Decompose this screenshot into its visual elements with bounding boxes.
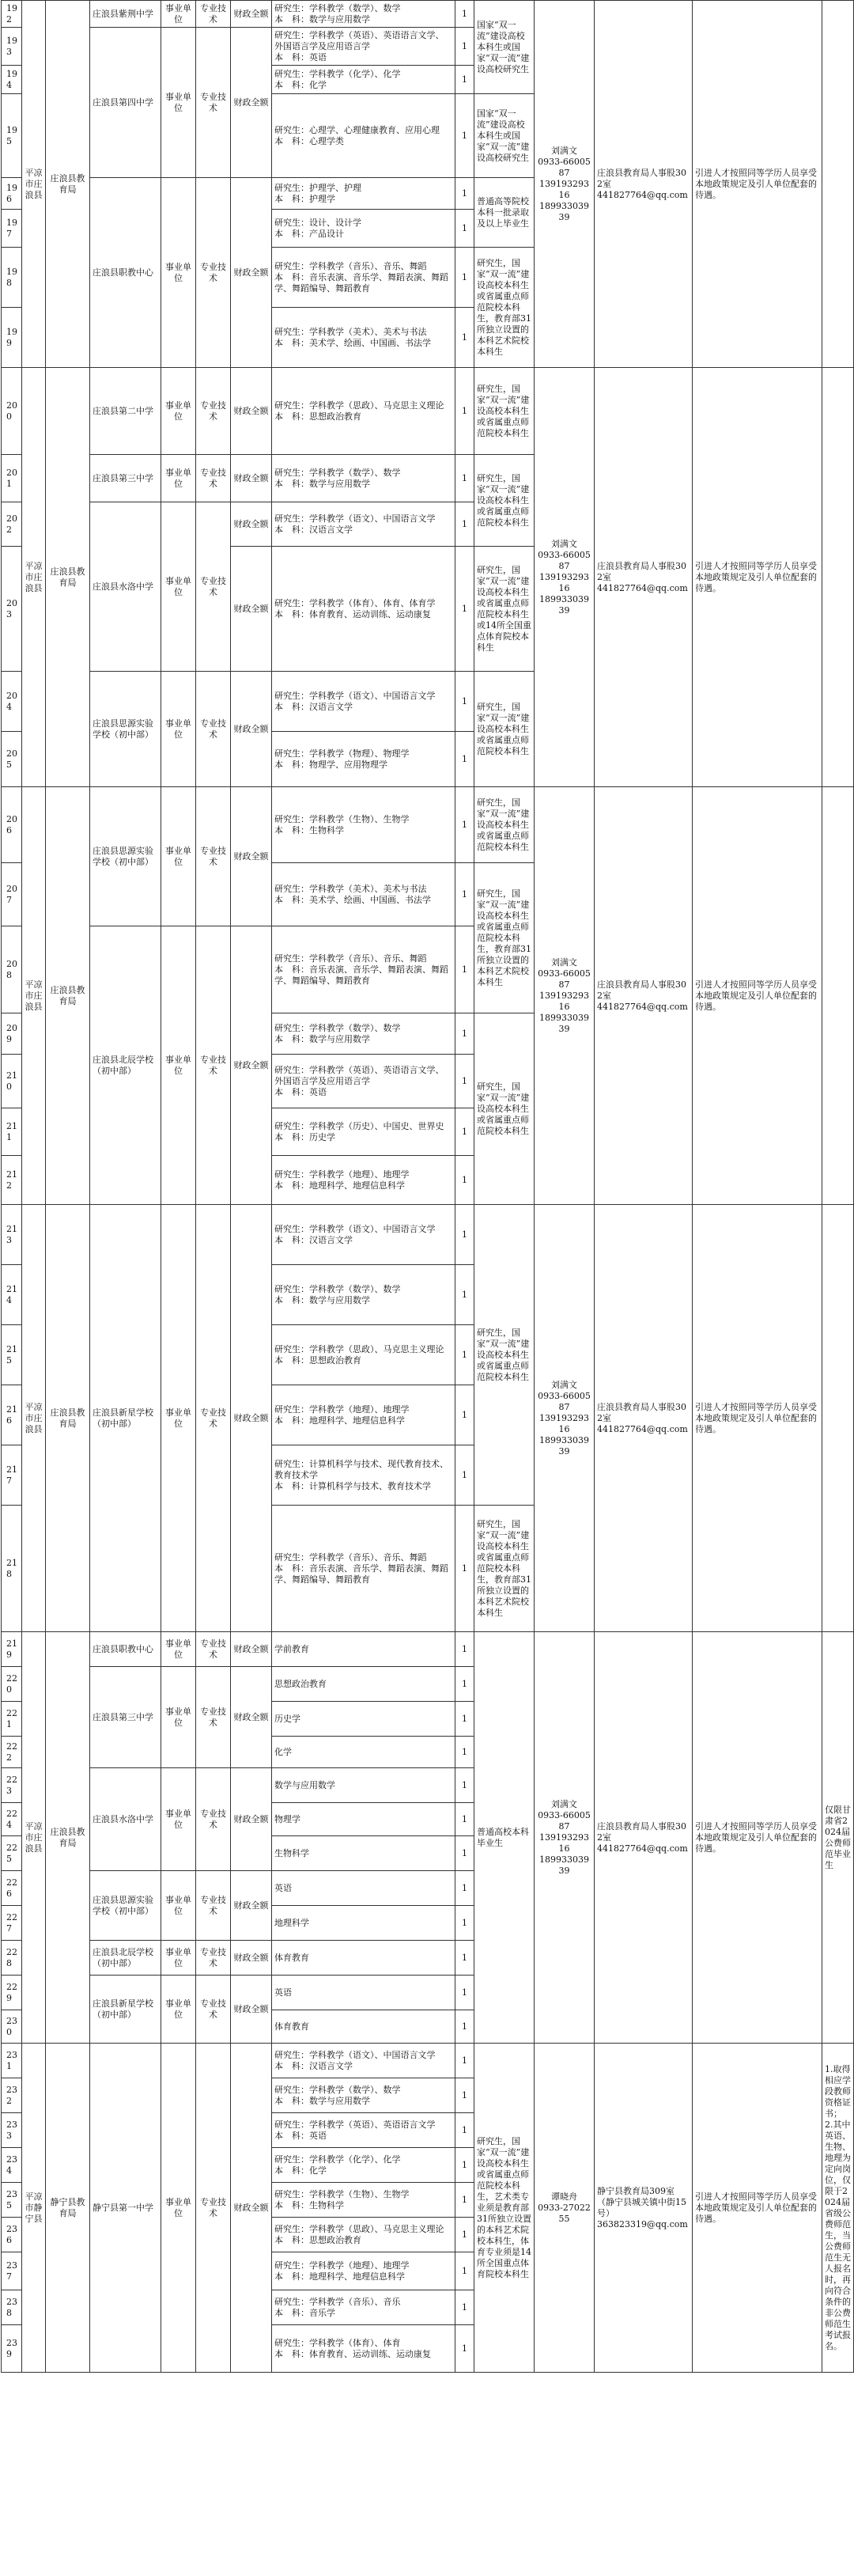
subject-cell: 研究生：心理学、心理健康教育、应用心理 本 科：心理学类 bbox=[272, 94, 455, 178]
unit-cell: 庄浪县思源实验学校（初中部） bbox=[90, 672, 161, 787]
address-cell: 庄浪县教育局人事股302室 441827764@qq.com bbox=[595, 1632, 693, 2044]
row-number: 199 bbox=[2, 308, 22, 368]
funding-cell: 财政全额 bbox=[231, 502, 272, 547]
count-cell: 1 bbox=[455, 1205, 474, 1265]
contact-cell: 刘满文 0933-6600587 13919329316 18993303939 bbox=[535, 1, 595, 368]
unit-nature-cell: 事业单位 bbox=[161, 178, 196, 368]
subject-cell: 研究生：学科教学（数学）、数学 本 科：数学与应用数学 bbox=[272, 1265, 455, 1325]
subject-cell: 研究生：学科教学（物理）、物理学 本 科：物理学、应用物理学 bbox=[272, 732, 455, 787]
funding-cell: 财政全额 bbox=[231, 2044, 272, 2373]
subject-cell: 研究生：学科教学（思政）、马克思主义理论 本 科：思想政治教育 bbox=[272, 1325, 455, 1385]
region-cell: 平凉市庄浪县 bbox=[22, 1632, 46, 2044]
count-cell: 1 bbox=[455, 547, 474, 672]
post-type-cell: 专业技术 bbox=[196, 178, 231, 368]
row-number: 192 bbox=[2, 1, 22, 28]
count-cell: 1 bbox=[455, 2325, 474, 2373]
subject-cell: 研究生：学科教学（语文）、中国语言文学 本 科：汉语言文学 bbox=[272, 502, 455, 547]
funding-cell: 财政全额 bbox=[231, 1667, 272, 1768]
count-cell: 1 bbox=[455, 2078, 474, 2113]
treatment-cell: 引进人才按照同等学历人员享受本地政策规定及引人单位配套的待遇。 bbox=[693, 1205, 822, 1632]
count-cell: 1 bbox=[455, 1768, 474, 1803]
subject-cell: 英语 bbox=[272, 1976, 455, 2010]
count-cell: 1 bbox=[455, 1, 474, 28]
count-cell: 1 bbox=[455, 248, 474, 308]
count-cell: 1 bbox=[455, 1737, 474, 1768]
contact-cell: 刘满文 0933-6600587 13919329316 18993303939 bbox=[535, 787, 595, 1205]
post-type-cell: 专业技术 bbox=[196, 1941, 231, 1976]
row-number: 198 bbox=[2, 248, 22, 308]
row-number: 201 bbox=[2, 455, 22, 502]
treatment-cell: 引进人才按照同等学历人员享受本地政策规定及引人单位配套的待遇。 bbox=[693, 1, 822, 368]
subject-cell: 研究生：学科教学（音乐）、音乐、舞蹈 本 科：音乐表演、音乐学、舞蹈表演、舞蹈学、舞蹈编导、舞蹈教育 bbox=[272, 1506, 455, 1632]
region-cell: 平凉市庄浪县 bbox=[22, 368, 46, 787]
post-type-cell: 专业技术 bbox=[196, 368, 231, 455]
row-number: 229 bbox=[2, 1976, 22, 2010]
row-number: 217 bbox=[2, 1445, 22, 1506]
row-number: 208 bbox=[2, 926, 22, 1013]
count-cell: 1 bbox=[455, 1667, 474, 1702]
post-type-cell: 专业技术 bbox=[196, 1632, 231, 1667]
subject-cell: 研究生：学科教学（语文）、中国语言文学 本 科：汉语言文学 bbox=[272, 2044, 455, 2078]
count-cell: 1 bbox=[455, 2290, 474, 2325]
row-number: 213 bbox=[2, 1205, 22, 1265]
department-cell: 庄浪县教育局 bbox=[46, 1205, 90, 1632]
subject-cell: 研究生：学科教学（历史）、中国史、世界史 本 科：历史学 bbox=[272, 1108, 455, 1156]
education-cell: 研究生，国家“双一流”建设高校本科生或省属重点师范院校本科生，教育部31所独立设置的本科艺术院校本科生 bbox=[474, 863, 535, 1013]
education-cell: 研究生，国家“双一流”建设高校本科生或省属重点师范院校本科生 bbox=[474, 455, 535, 547]
unit-cell: 庄浪县北辰学校（初中部） bbox=[90, 926, 161, 1205]
count-cell: 1 bbox=[455, 2183, 474, 2218]
subject-cell: 研究生：学科教学（数学）、数学 本 科：数学与应用数学 bbox=[272, 1013, 455, 1055]
subject-cell: 思想政治教育 bbox=[272, 1667, 455, 1702]
row-number: 239 bbox=[2, 2325, 22, 2373]
unit-cell: 庄浪县第四中学 bbox=[90, 28, 161, 178]
row-number: 236 bbox=[2, 2218, 22, 2252]
row-number: 214 bbox=[2, 1265, 22, 1325]
row-number: 203 bbox=[2, 547, 22, 672]
row-number: 235 bbox=[2, 2183, 22, 2218]
unit-nature-cell: 事业单位 bbox=[161, 1976, 196, 2044]
remark-cell bbox=[822, 1205, 854, 1632]
row-number: 200 bbox=[2, 368, 22, 455]
subject-cell: 研究生：学科教学（音乐）、音乐、舞蹈 本 科：音乐表演、音乐学、舞蹈表演、舞蹈学、舞蹈编导、舞蹈教育 bbox=[272, 926, 455, 1013]
post-type-cell: 专业技术 bbox=[196, 1976, 231, 2044]
education-cell: 研究生，国家“双一流”建设高校本科生或省属重点师范院校本科生 bbox=[474, 1205, 535, 1506]
count-cell: 1 bbox=[455, 1976, 474, 2010]
count-cell: 1 bbox=[455, 1941, 474, 1976]
row-number: 218 bbox=[2, 1506, 22, 1632]
count-cell: 1 bbox=[455, 2010, 474, 2044]
subject-cell: 研究生：学科教学（思政）、马克思主义理论 本 科：思想政治教育 bbox=[272, 368, 455, 455]
row-number: 225 bbox=[2, 1836, 22, 1871]
region-cell: 平凉市静宁县 bbox=[22, 2044, 46, 2373]
count-cell: 1 bbox=[455, 1906, 474, 1941]
recruitment-table bbox=[1, 0, 854, 2373]
treatment-cell: 引进人才按照同等学历人员享受本地政策规定及引人单位配套的待遇。 bbox=[693, 1632, 822, 2044]
row-number: 238 bbox=[2, 2290, 22, 2325]
subject-cell: 研究生：学科教学（音乐）、音乐 本 科：音乐学 bbox=[272, 2290, 455, 2325]
region-cell: 平凉市庄浪县 bbox=[22, 787, 46, 1205]
post-type-cell: 专业技术 bbox=[196, 1871, 231, 1941]
unit-cell: 庄浪县水洛中学 bbox=[90, 502, 161, 672]
post-type-cell: 专业技术 bbox=[196, 1768, 231, 1871]
unit-cell: 静宁县第一中学 bbox=[90, 2044, 161, 2373]
count-cell: 1 bbox=[455, 1013, 474, 1055]
subject-cell: 研究生：学科教学（美术）、美术与书法 本 科：美术学、绘画、中国画、书法学 bbox=[272, 308, 455, 368]
unit-cell: 庄浪县水洛中学 bbox=[90, 1768, 161, 1871]
funding-cell: 财政全额 bbox=[231, 455, 272, 502]
funding-cell: 财政全额 bbox=[231, 547, 272, 672]
subject-cell: 研究生：学科教学（生物）、生物学 本 科：生物科学 bbox=[272, 787, 455, 863]
education-cell: 普通高校本科毕业生 bbox=[474, 1632, 535, 2044]
subject-cell: 历史学 bbox=[272, 1702, 455, 1737]
count-cell: 1 bbox=[455, 2218, 474, 2252]
unit-nature-cell: 事业单位 bbox=[161, 1768, 196, 1871]
post-type-cell: 专业技术 bbox=[196, 1, 231, 28]
contact-cell: 刘满文 0933-6600587 13919329316 18993303939 bbox=[535, 368, 595, 787]
unit-nature-cell: 事业单位 bbox=[161, 1941, 196, 1976]
post-type-cell: 专业技术 bbox=[196, 2044, 231, 2373]
unit-nature-cell: 事业单位 bbox=[161, 2044, 196, 2373]
subject-cell: 研究生：学科教学（数学）、数学 本 科：数学与应用数学 bbox=[272, 455, 455, 502]
count-cell: 1 bbox=[455, 455, 474, 502]
remark-cell: 1.取得相应学段教师资格证书； 2.其中英语、生物、地理为定向岗位，仅限于2024届省级公费师范生，当公费师范生无人报名时，再向符合条件的非公费师范生考试报名。 bbox=[822, 2044, 854, 2373]
count-cell: 1 bbox=[455, 94, 474, 178]
funding-cell: 财政全额 bbox=[231, 178, 272, 368]
education-cell: 研究生，国家“双一流”建设高校本科生或省属重点师范院校本科生 bbox=[474, 787, 535, 863]
unit-nature-cell: 事业单位 bbox=[161, 787, 196, 926]
row-number: 206 bbox=[2, 787, 22, 863]
funding-cell: 财政全额 bbox=[231, 1, 272, 28]
count-cell: 1 bbox=[455, 1803, 474, 1836]
row-number: 196 bbox=[2, 178, 22, 210]
unit-nature-cell: 事业单位 bbox=[161, 1632, 196, 1667]
count-cell: 1 bbox=[455, 1108, 474, 1156]
subject-cell: 研究生：学科教学（地理）、地理学 本 科：地理科学、地理信息科学 bbox=[272, 1156, 455, 1205]
unit-nature-cell: 事业单位 bbox=[161, 672, 196, 787]
unit-cell: 庄浪县第三中学 bbox=[90, 455, 161, 502]
remark-cell: 仅限甘肃省2024届公费师范毕业生 bbox=[822, 1632, 854, 2044]
subject-cell: 研究生：学科教学（美术）、美术与书法 本 科：美术学、绘画、中国画、书法学 bbox=[272, 863, 455, 926]
post-type-cell: 专业技术 bbox=[196, 787, 231, 926]
count-cell: 1 bbox=[455, 368, 474, 455]
count-cell: 1 bbox=[455, 1156, 474, 1205]
subject-cell: 化学 bbox=[272, 1737, 455, 1768]
department-cell: 庄浪县教育局 bbox=[46, 368, 90, 787]
unit-cell: 庄浪县第二中学 bbox=[90, 368, 161, 455]
post-type-cell: 专业技术 bbox=[196, 672, 231, 787]
funding-cell: 财政全额 bbox=[231, 1205, 272, 1632]
subject-cell: 研究生：学科教学（地理）、地理学 本 科：地理科学、地理信息科学 bbox=[272, 1385, 455, 1445]
unit-nature-cell: 事业单位 bbox=[161, 1871, 196, 1941]
education-cell: 国家“双一流”建设高校本科生或国家“双一流”建设高校研究生 bbox=[474, 94, 535, 178]
address-cell: 庄浪县教育局人事股302室 441827764@qq.com bbox=[595, 787, 693, 1205]
subject-cell: 地理科学 bbox=[272, 1906, 455, 1941]
row-number: 207 bbox=[2, 863, 22, 926]
unit-cell: 庄浪县新星学校（初中部） bbox=[90, 1205, 161, 1632]
row-number: 204 bbox=[2, 672, 22, 732]
row-number: 237 bbox=[2, 2252, 22, 2290]
funding-cell: 财政全额 bbox=[231, 1768, 272, 1871]
unit-cell: 庄浪县新星学校（初中部） bbox=[90, 1976, 161, 2044]
contact-cell: 刘满文 0933-6600587 13919329316 18993303939 bbox=[535, 1205, 595, 1632]
funding-cell: 财政全额 bbox=[231, 1976, 272, 2044]
address-cell: 庄浪县教育局人事股302室 441827764@qq.com bbox=[595, 368, 693, 787]
row-number: 224 bbox=[2, 1803, 22, 1836]
post-type-cell: 专业技术 bbox=[196, 502, 231, 672]
education-cell: 普通高等院校本科一批录取及以上毕业生 bbox=[474, 178, 535, 248]
count-cell: 1 bbox=[455, 28, 474, 66]
subject-cell: 研究生：学科教学（音乐）、音乐、舞蹈 本 科：音乐表演、音乐学、舞蹈表演、舞蹈学、舞蹈编导、舞蹈教育 bbox=[272, 248, 455, 308]
subject-cell: 生物科学 bbox=[272, 1836, 455, 1871]
count-cell: 1 bbox=[455, 926, 474, 1013]
row-number: 222 bbox=[2, 1737, 22, 1768]
education-cell: 研究生，国家“双一流”建设高校本科生或省属重点师范院校本科生，教育部31所独立设置的本科艺术院校本科生 bbox=[474, 1506, 535, 1632]
unit-nature-cell: 事业单位 bbox=[161, 926, 196, 1205]
row-number: 226 bbox=[2, 1871, 22, 1906]
row-number: 232 bbox=[2, 2078, 22, 2113]
unit-nature-cell: 事业单位 bbox=[161, 1, 196, 28]
count-cell: 1 bbox=[455, 1632, 474, 1667]
row-number: 202 bbox=[2, 502, 22, 547]
count-cell: 1 bbox=[455, 210, 474, 248]
count-cell: 1 bbox=[455, 863, 474, 926]
unit-nature-cell: 事业单位 bbox=[161, 368, 196, 455]
post-type-cell: 专业技术 bbox=[196, 926, 231, 1205]
row-number: 193 bbox=[2, 28, 22, 66]
unit-nature-cell: 事业单位 bbox=[161, 1667, 196, 1768]
count-cell: 1 bbox=[455, 502, 474, 547]
count-cell: 1 bbox=[455, 2044, 474, 2078]
count-cell: 1 bbox=[455, 1265, 474, 1325]
education-cell: 研究生，国家“双一流”建设高校本科生或省属重点师范院校本科生 bbox=[474, 368, 535, 455]
row-number: 221 bbox=[2, 1702, 22, 1737]
count-cell: 1 bbox=[455, 66, 474, 94]
subject-cell: 体育教育 bbox=[272, 2010, 455, 2044]
subject-cell: 研究生：设计、设计学 本 科：产品设计 bbox=[272, 210, 455, 248]
count-cell: 1 bbox=[455, 178, 474, 210]
row-number: 230 bbox=[2, 2010, 22, 2044]
funding-cell: 财政全额 bbox=[231, 1871, 272, 1941]
row-number: 220 bbox=[2, 1667, 22, 1702]
treatment-cell: 引进人才按照同等学历人员享受本地政策规定及引人单位配套的待遇。 bbox=[693, 368, 822, 787]
row-number: 228 bbox=[2, 1941, 22, 1976]
subject-cell: 研究生：学科教学（化学）、化学 本 科：化学 bbox=[272, 66, 455, 94]
count-cell: 1 bbox=[455, 2148, 474, 2183]
funding-cell: 财政全额 bbox=[231, 368, 272, 455]
treatment-cell: 引进人才按照同等学历人员享受本地政策规定及引人单位配套的待遇。 bbox=[693, 2044, 822, 2373]
region-cell: 平凉市庄浪县 bbox=[22, 1, 46, 368]
subject-cell: 研究生：学科教学（化学）、化学 本 科：化学 bbox=[272, 2148, 455, 2183]
education-cell: 研究生，国家“双一流”建设高校本科生或省属重点师范院校本科生，艺术类专业须是教育部31所独立设置的本科艺术院校本科生，体育专业须是14所全国重点体育院校本科生 bbox=[474, 2044, 535, 2373]
unit-cell: 庄浪县职教中心 bbox=[90, 1632, 161, 1667]
count-cell: 1 bbox=[455, 672, 474, 732]
unit-cell: 庄浪县职教中心 bbox=[90, 178, 161, 368]
funding-cell: 财政全额 bbox=[231, 1941, 272, 1976]
subject-cell: 研究生：学科教学（语文）、中国语言文学 本 科：汉语言文学 bbox=[272, 672, 455, 732]
funding-cell: 财政全额 bbox=[231, 926, 272, 1205]
remark-cell bbox=[822, 787, 854, 1205]
subject-cell: 研究生：学科教学（体育）、体育、体育学 本 科：体育教育、运动训练、运动康复 bbox=[272, 547, 455, 672]
remark-cell bbox=[822, 1, 854, 368]
row-number: 234 bbox=[2, 2148, 22, 2183]
row-number: 210 bbox=[2, 1055, 22, 1108]
row-number: 233 bbox=[2, 2113, 22, 2148]
subject-cell: 英语 bbox=[272, 1871, 455, 1906]
funding-cell: 财政全额 bbox=[231, 1632, 272, 1667]
unit-nature-cell: 事业单位 bbox=[161, 1205, 196, 1632]
count-cell: 1 bbox=[455, 2113, 474, 2148]
subject-cell: 研究生：学科教学（英语）、英语语言文学、外国语言学及应用语言学 本 科：英语 bbox=[272, 28, 455, 66]
row-number: 195 bbox=[2, 94, 22, 178]
unit-cell: 庄浪县第三中学 bbox=[90, 1667, 161, 1768]
row-number: 227 bbox=[2, 1906, 22, 1941]
count-cell: 1 bbox=[455, 1055, 474, 1108]
funding-cell: 财政全额 bbox=[231, 28, 272, 178]
count-cell: 1 bbox=[455, 2252, 474, 2290]
count-cell: 1 bbox=[455, 1325, 474, 1385]
subject-cell: 研究生：学科教学（英语）、英语语言文学 本 科：英语 bbox=[272, 2113, 455, 2148]
count-cell: 1 bbox=[455, 1871, 474, 1906]
education-cell: 研究生，国家“双一流”建设高校本科生或省属重点师范院校本科生 bbox=[474, 1013, 535, 1205]
address-cell: 庄浪县教育局人事股302室 441827764@qq.com bbox=[595, 1, 693, 368]
subject-cell: 研究生：护理学、护理 本 科：护理学 bbox=[272, 178, 455, 210]
department-cell: 庄浪县教育局 bbox=[46, 787, 90, 1205]
subject-cell: 研究生：计算机科学与技术、现代教育技术、教育技术学 本 科：计算机科学与技术、教育技术学 bbox=[272, 1445, 455, 1506]
count-cell: 1 bbox=[455, 732, 474, 787]
subject-cell: 研究生：学科教学（英语）、英语语言文学、外国语言学及应用语言学 本 科：英语 bbox=[272, 1055, 455, 1108]
count-cell: 1 bbox=[455, 1385, 474, 1445]
department-cell: 静宁县教育局 bbox=[46, 2044, 90, 2373]
subject-cell: 学前教育 bbox=[272, 1632, 455, 1667]
subject-cell: 研究生：学科教学（语文）、中国语言文学 本 科：汉语言文学 bbox=[272, 1205, 455, 1265]
education-cell: 国家“双一流”建设高校本科生或国家“双一流”建设高校研究生 bbox=[474, 1, 535, 94]
contact-cell: 谭晓舟 0933-2702255 bbox=[535, 2044, 595, 2373]
unit-cell: 庄浪县北辰学校（初中部） bbox=[90, 1941, 161, 1976]
post-type-cell: 专业技术 bbox=[196, 1667, 231, 1768]
row-number: 231 bbox=[2, 2044, 22, 2078]
subject-cell: 研究生：学科教学（体育）、体育 本 科：体育教育、运动训练、运动康复 bbox=[272, 2325, 455, 2373]
education-cell: 研究生，国家“双一流”建设高校本科生或省属重点师范院校本科生或14所全国重点体育院校本科生 bbox=[474, 547, 535, 672]
row-number: 211 bbox=[2, 1108, 22, 1156]
post-type-cell: 专业技术 bbox=[196, 1205, 231, 1632]
row-number: 219 bbox=[2, 1632, 22, 1667]
row-number: 194 bbox=[2, 66, 22, 94]
subject-cell: 研究生：学科教学（地理）、地理学 本 科：地理科学、地理信息科学 bbox=[272, 2252, 455, 2290]
row-number: 212 bbox=[2, 1156, 22, 1205]
unit-nature-cell: 事业单位 bbox=[161, 502, 196, 672]
funding-cell: 财政全额 bbox=[231, 787, 272, 926]
count-cell: 1 bbox=[455, 1506, 474, 1632]
post-type-cell: 专业技术 bbox=[196, 455, 231, 502]
count-cell: 1 bbox=[455, 1445, 474, 1506]
department-cell: 庄浪县教育局 bbox=[46, 1632, 90, 2044]
treatment-cell: 引进人才按照同等学历人员享受本地政策规定及引人单位配套的待遇。 bbox=[693, 787, 822, 1205]
row-number: 215 bbox=[2, 1325, 22, 1385]
contact-cell: 刘满文 0933-6600587 13919329316 18993303939 bbox=[535, 1632, 595, 2044]
region-cell: 平凉市庄浪县 bbox=[22, 1205, 46, 1632]
subject-cell: 研究生：学科教学（数学）、数学 本 科：数学与应用数学 bbox=[272, 1, 455, 28]
education-cell: 研究生，国家“双一流”建设高校本科生或省属重点师范院校本科生 bbox=[474, 672, 535, 787]
row-number: 197 bbox=[2, 210, 22, 248]
subject-cell: 体育教育 bbox=[272, 1941, 455, 1976]
funding-cell: 财政全额 bbox=[231, 672, 272, 787]
unit-cell: 庄浪县思源实验学校（初中部） bbox=[90, 787, 161, 926]
count-cell: 1 bbox=[455, 1836, 474, 1871]
remark-cell bbox=[822, 368, 854, 787]
unit-cell: 庄浪县紫荆中学 bbox=[90, 1, 161, 28]
row-number: 205 bbox=[2, 732, 22, 787]
row-number: 223 bbox=[2, 1768, 22, 1803]
subject-cell: 物理学 bbox=[272, 1803, 455, 1836]
subject-cell: 研究生：学科教学（思政）、马克思主义理论 本 科：思想政治教育 bbox=[272, 2218, 455, 2252]
unit-cell: 庄浪县思源实验学校（初中部） bbox=[90, 1871, 161, 1941]
count-cell: 1 bbox=[455, 787, 474, 863]
count-cell: 1 bbox=[455, 308, 474, 368]
department-cell: 庄浪县教育局 bbox=[46, 1, 90, 368]
count-cell: 1 bbox=[455, 1702, 474, 1737]
address-cell: 庄浪县教育局人事股302室 441827764@qq.com bbox=[595, 1205, 693, 1632]
row-number: 209 bbox=[2, 1013, 22, 1055]
subject-cell: 研究生：学科教学（生物）、生物学 本 科：生物科学 bbox=[272, 2183, 455, 2218]
address-cell: 静宁县教育局309室（静宁县城关镇中街15号） 363823319@qq.com bbox=[595, 2044, 693, 2373]
education-cell: 研究生，国家“双一流”建设高校本科生或省属重点师范院校本科生，教育部31所独立设置的本科艺术院校本科生 bbox=[474, 248, 535, 368]
subject-cell: 研究生：学科教学（数学）、数学 本 科：数学与应用数学 bbox=[272, 2078, 455, 2113]
unit-nature-cell: 事业单位 bbox=[161, 28, 196, 178]
row-number: 216 bbox=[2, 1385, 22, 1445]
unit-nature-cell: 事业单位 bbox=[161, 455, 196, 502]
post-type-cell: 专业技术 bbox=[196, 28, 231, 178]
subject-cell: 数学与应用数学 bbox=[272, 1768, 455, 1803]
